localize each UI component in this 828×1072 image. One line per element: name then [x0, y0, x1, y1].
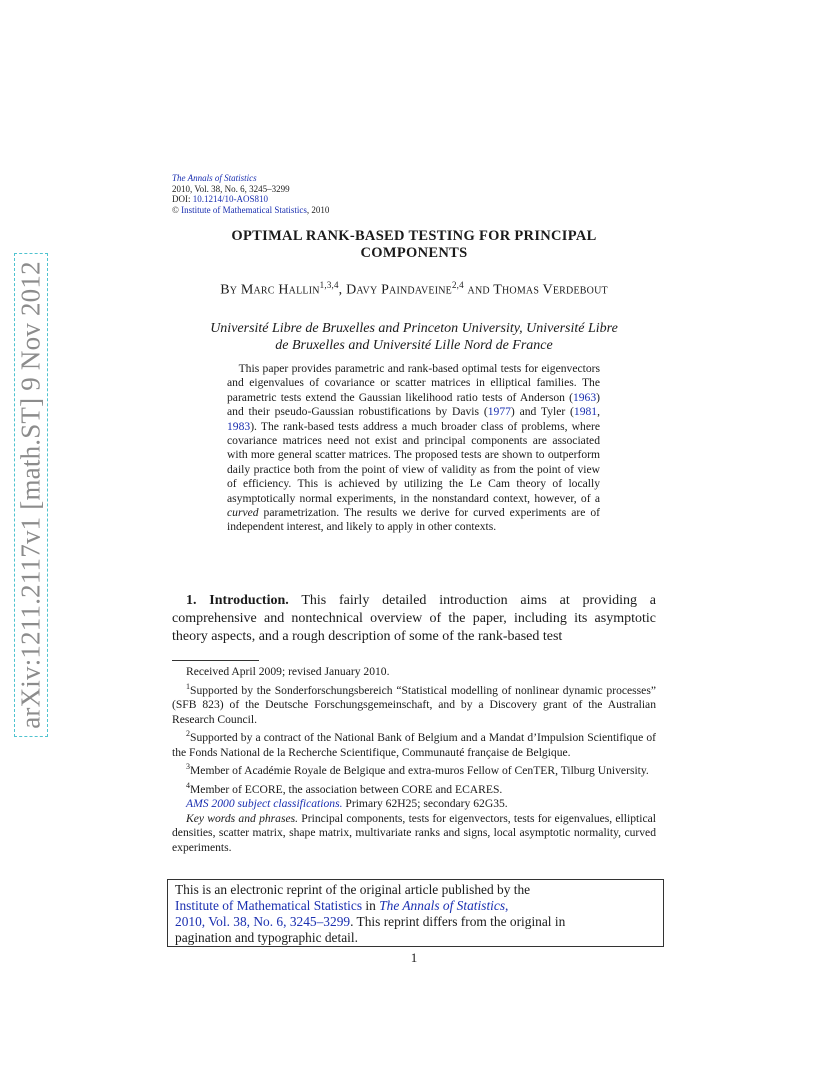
introduction-paragraph [172, 592, 656, 646]
doi-label: DOI: [172, 194, 193, 204]
footnote-text: Member of ECORE, the association between CORE and ECARES. [190, 782, 503, 796]
doi-link[interactable]: 10.1214/10-AOS810 [192, 194, 269, 204]
keywords [172, 812, 656, 856]
footnote-divider [172, 660, 259, 661]
journal-name-link[interactable]: The Annals of Statistics [172, 173, 257, 183]
author-verdebout: Thomas Verdebout [493, 282, 608, 298]
section-heading: 1. Introduction. [186, 593, 289, 608]
footnote-mark: 1 [186, 681, 190, 691]
reprint-text: . This reprint differs from the original in [350, 914, 566, 929]
footnote-mark: 3 [186, 762, 190, 772]
keywords-label: Key words and phrases. [186, 811, 299, 825]
journal-volume: 2010, Vol. 38, No. 6, 3245–3299 [172, 183, 290, 194]
citation-link[interactable]: 1983 [227, 419, 251, 433]
footnotes [172, 665, 656, 856]
ims-link[interactable]: Institute of Mathematical Statistics [175, 898, 363, 913]
author-paindaveine: Davy Paindaveine [346, 282, 452, 298]
abstract [227, 362, 600, 535]
reprint-line-1: This is an electronic reprint of the original article published by the [175, 882, 531, 897]
footnote-mark: 2 [186, 729, 190, 739]
arxiv-side-stamp [14, 253, 48, 737]
reprint-in: in [362, 898, 380, 913]
citation-link[interactable]: 1977 [487, 405, 511, 419]
footnote-text: Supported by a contract of the National Bank of Belgium and a Mandat d’Impulsion Scientifique of the Fonds National de la Recherche Scientifique, Communauté française de Belgique. [172, 731, 656, 759]
copyright-icon: © [172, 204, 179, 215]
arxiv-id-text: arXiv:1211.2117v1 [math.ST] 9 Nov 2012 [15, 261, 46, 729]
copyright-org-link[interactable]: Institute of Mathematical Statistics [181, 204, 307, 215]
footnote-text: Supported by the Sonderforschungsbereich “Statistical modelling of nonlinear dynamic processes” (SFB 823) of the Deutsche Forschungsgemeinschaft, and by a Discovery grant of the Australian Research Council. [172, 683, 656, 726]
reference-link[interactable]: 2010, Vol. 38, No. 6, 3245–3299 [175, 914, 351, 929]
affiliation-line-2: de Bruxelles and Université Lille Nord de France [275, 338, 553, 353]
copyright-year: , 2010 [306, 204, 330, 215]
affiliation [172, 320, 656, 354]
abstract-text: ) and their pseudo-Gaussian robustifications by Davis ( [227, 390, 600, 419]
author-separator: , [338, 282, 347, 298]
footnote-4 [172, 779, 656, 797]
footnote-1 [172, 680, 656, 728]
abstract-text: ). The rank-based tests address a much broader class of problems, where covariance matrices need not exist and principal components are associated with more general scatter matrices. The proposed tests are shown to outperform daily practice both from the point of view of validity as from the point of view of efficiency. This is achieved by utilizing the Le Cam theory of locally asymptotically normal experiments, in the nonstandard context, however, of a [227, 419, 600, 505]
ams-text: Primary 62H25; secondary 62G35. [342, 797, 508, 811]
title-line-1: OPTIMAL RANK-BASED TESTING FOR PRINCIPAL [231, 228, 597, 244]
footnote-2 [172, 727, 656, 760]
and-label: and [463, 282, 494, 298]
page-number: 1 [410, 950, 418, 965]
received-note: Received April 2009; revised January 2010. [186, 665, 390, 678]
footnote-mark: 4 [186, 780, 190, 790]
journal-link[interactable]: The Annals of Statistics [379, 898, 506, 913]
intro-text: This fairly detailed introduction aims at providing a comprehensive and nontechnical overview of the paper, including its asymptotic theory aspects, and a rough description of some of the rank-based test [172, 593, 657, 644]
author-hallin: Marc Hallin [240, 282, 320, 298]
abstract-text: ) and Tyler ( [510, 405, 574, 419]
ams-link[interactable]: AMS 2000 subject classifications. [186, 797, 343, 811]
reprint-comma: , [505, 898, 509, 913]
keywords-text: Principal components, tests for eigenvectors, tests for eigenvalues, elliptical densities, scatter matrix, shape matrix, multivariate ranks and signs, local asymptotic normality, curved experiments. [172, 811, 656, 854]
author-list [172, 280, 656, 299]
author-hallin-sup: 1,3,4 [319, 280, 339, 290]
abstract-text: This paper provides parametric and rank-based optimal tests for eigenvectors and eigenvalues of covariance or scatter matrices in elliptical families. The parametric tests extend the Gaussian likelihood ratio tests of Anderson ( [227, 362, 600, 404]
footnote-text: Member of Académie Royale de Belgique and extra-muros Fellow of CenTER, Tilburg University. [190, 764, 649, 778]
by-label: By [220, 282, 241, 298]
footnote-3 [172, 760, 656, 778]
affiliation-line-1: Université Libre de Bruxelles and Princeton University, Université Libre [210, 321, 618, 336]
abstract-text: parametrization. The results we derive for curved experiments are of independent interest, and likely to apply in other contexts. [227, 506, 600, 534]
title-line-2: COMPONENTS [360, 245, 468, 261]
reprint-notice-box [167, 879, 664, 947]
paper-title [172, 228, 656, 262]
citation-link[interactable]: 1981 [573, 405, 598, 419]
citation-link[interactable]: 1963 [572, 390, 597, 404]
abstract-text: , [597, 405, 600, 419]
journal-header [172, 173, 329, 215]
reprint-line-4: pagination and typographic detail. [175, 930, 358, 945]
abstract-emphasis: curved [227, 506, 259, 520]
author-paindaveine-sup: 2,4 [451, 280, 464, 290]
ams-classification [172, 797, 656, 812]
